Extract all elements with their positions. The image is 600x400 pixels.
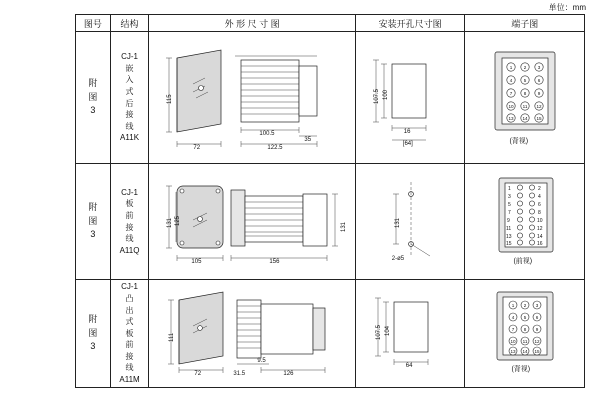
struct-line: 式 <box>125 317 134 327</box>
svg-text:5: 5 <box>524 77 527 83</box>
svg-text:15: 15 <box>506 241 512 247</box>
header-struct: 结构 <box>110 15 149 32</box>
svg-text:11: 11 <box>523 338 528 344</box>
hole-drawing-3 <box>355 280 465 388</box>
dim-label: 156 <box>269 259 280 265</box>
struct-line: 前 <box>125 340 134 350</box>
dim-label: 100.5 <box>259 131 275 137</box>
svg-text:2: 2 <box>538 186 542 192</box>
svg-text:3: 3 <box>508 194 512 200</box>
terminal-caption: (前视) <box>513 258 533 265</box>
struct-line: 接 <box>125 222 134 232</box>
dim-label: 105 <box>191 259 202 265</box>
dim-label: 104 <box>384 325 391 336</box>
dim-label: 16 <box>403 129 411 135</box>
svg-text:14: 14 <box>522 115 528 121</box>
struct-line: A11M <box>119 375 140 385</box>
row-num-line: 3 <box>90 105 96 116</box>
terminal-drawing-3 <box>465 280 585 388</box>
dim-label: 131 <box>394 217 401 228</box>
header-terminal: 端子图 <box>465 15 585 32</box>
row-structure-cell <box>110 280 149 388</box>
unit-note: 单位：mm <box>548 3 586 12</box>
row-num-line: 图 <box>88 91 98 102</box>
outline-drawing-3 <box>149 280 355 388</box>
svg-text:1: 1 <box>510 64 513 70</box>
svg-text:12: 12 <box>534 338 540 344</box>
svg-text:6: 6 <box>538 202 542 208</box>
svg-text:2: 2 <box>524 64 527 70</box>
row-number-cell <box>76 164 111 280</box>
svg-text:8: 8 <box>538 210 542 216</box>
dim-label: 131 <box>167 217 174 228</box>
row-num-line: 附 <box>88 202 98 213</box>
hole-drawing-2 <box>355 164 465 280</box>
dim-label: 107.5 <box>375 324 382 340</box>
svg-text:13: 13 <box>506 234 512 240</box>
dim-label: 100 <box>382 89 389 100</box>
svg-text:1: 1 <box>508 186 512 192</box>
terminal-caption: (背视) <box>511 366 531 373</box>
svg-text:6: 6 <box>538 77 541 83</box>
spec-table <box>75 14 585 388</box>
svg-text:4: 4 <box>538 194 542 200</box>
dim-label: 9.5 <box>257 358 266 364</box>
svg-text:3: 3 <box>536 302 539 308</box>
struct-line: 前 <box>125 210 134 220</box>
struct-line: CJ-1 <box>121 282 138 292</box>
struct-line: 出 <box>125 305 134 315</box>
svg-text:8: 8 <box>524 326 527 332</box>
struct-line: CJ-1 <box>121 187 138 197</box>
svg-text:7: 7 <box>508 210 512 216</box>
svg-text:12: 12 <box>537 226 543 232</box>
struct-line: 线 <box>125 363 134 373</box>
header-hole: 安装开孔尺寸图 <box>355 15 465 32</box>
struct-line: 后 <box>125 98 134 108</box>
svg-text:4: 4 <box>512 314 515 320</box>
svg-text:1: 1 <box>512 302 515 308</box>
svg-text:7: 7 <box>510 90 513 96</box>
row-structure-cell <box>110 164 149 280</box>
table-header-row <box>76 15 585 32</box>
terminal-caption: (背视) <box>509 138 529 145</box>
dim-label: 72 <box>194 371 202 377</box>
svg-text:15: 15 <box>534 348 540 354</box>
dim-label: 122.5 <box>267 145 283 151</box>
table-row <box>76 164 585 280</box>
struct-line: 接 <box>125 110 134 120</box>
dim-label: 131 <box>341 221 348 232</box>
dim-label: 125 <box>175 215 182 226</box>
svg-text:10: 10 <box>510 338 516 344</box>
header-outline: 外 形 尺 寸 图 <box>149 15 355 32</box>
struct-line: 线 <box>125 234 134 244</box>
svg-text:3: 3 <box>538 64 541 70</box>
svg-text:11: 11 <box>523 103 528 109</box>
svg-text:10: 10 <box>537 218 543 224</box>
dim-label: 115 <box>167 94 174 104</box>
struct-line: CJ-1 <box>121 52 138 62</box>
svg-text:12: 12 <box>536 103 542 109</box>
dim-label: 64 <box>405 363 413 369</box>
row-number-cell <box>76 280 111 388</box>
svg-text:16: 16 <box>537 241 543 247</box>
dim-label: 35 <box>304 137 312 143</box>
terminal-drawing-2 <box>465 164 585 280</box>
dim-label: 72 <box>193 145 201 151</box>
row-num-line: 图 <box>88 327 98 338</box>
struct-line: 式 <box>125 86 134 96</box>
svg-text:9: 9 <box>538 90 541 96</box>
outline-drawing-1 <box>149 32 355 164</box>
row-number-cell <box>76 32 111 164</box>
struct-line: 嵌 <box>125 63 134 73</box>
struct-line: 线 <box>125 121 134 131</box>
outline-drawing-2 <box>149 164 355 280</box>
hole-drawing-1 <box>355 32 465 164</box>
svg-text:13: 13 <box>510 348 516 354</box>
row-num-line: 图 <box>88 215 98 226</box>
svg-text:14: 14 <box>537 234 543 240</box>
svg-text:2: 2 <box>524 302 527 308</box>
svg-text:7: 7 <box>512 326 515 332</box>
svg-text:15: 15 <box>536 115 542 121</box>
dim-label: [64] <box>402 141 413 147</box>
struct-line: 接 <box>125 351 134 361</box>
table-row <box>76 280 585 388</box>
header-num: 图号 <box>76 15 111 32</box>
svg-text:10: 10 <box>508 103 514 109</box>
dim-label: 107.5 <box>373 88 380 104</box>
svg-text:4: 4 <box>510 77 513 83</box>
svg-text:9: 9 <box>536 326 539 332</box>
terminal-drawing-1 <box>465 32 585 164</box>
dim-label: 2-ø5 <box>391 256 405 262</box>
struct-line: 板 <box>125 328 134 338</box>
struct-line: 板 <box>125 199 134 209</box>
struct-line: 凸 <box>125 293 134 303</box>
row-num-line: 附 <box>88 78 98 89</box>
row-num-line: 附 <box>88 314 98 325</box>
svg-text:11: 11 <box>506 226 512 232</box>
svg-text:5: 5 <box>508 202 512 208</box>
dim-label: 111 <box>169 332 176 342</box>
struct-line: A11Q <box>119 245 140 255</box>
row-num-line: 3 <box>90 341 96 352</box>
dim-label: 126 <box>283 371 294 377</box>
svg-text:6: 6 <box>536 314 539 320</box>
svg-text:14: 14 <box>522 348 528 354</box>
struct-line: A11K <box>120 133 140 143</box>
table-row <box>76 32 585 164</box>
svg-text:13: 13 <box>508 115 514 121</box>
svg-text:5: 5 <box>524 314 527 320</box>
struct-line: 入 <box>125 75 134 85</box>
row-num-line: 3 <box>90 229 96 240</box>
row-structure-cell <box>110 32 149 164</box>
svg-text:8: 8 <box>524 90 527 96</box>
svg-text:9: 9 <box>507 218 511 224</box>
dim-label: 31.5 <box>233 371 246 377</box>
